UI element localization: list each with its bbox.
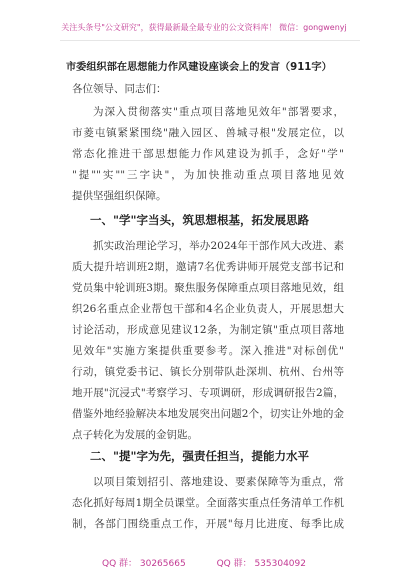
paragraph-line: 态化抓好每周1期全员课堂。全面落实重点任务清单工作机	[72, 497, 344, 509]
paragraph-line: "提""实""三字诀"，为加快推动重点项目落地见效	[72, 169, 344, 181]
paragraph-line: 提供坚强组织保障。	[72, 190, 167, 202]
divider	[60, 40, 360, 41]
promo-banner: 关注头条号"公文研究"，获得最新最全最专业的公文资料库！ 微信：gongwenyj	[61, 23, 347, 32]
paragraph-line: 市菱屯镇紧紧围绕"融入园区、兽城寻根"发展定位，以	[72, 127, 344, 139]
paragraph-line: 制，各部门围绕重点工作，开展"每月比进度、每季比成	[72, 518, 344, 530]
paragraph-line: 地开展"沉浸式"考察学习、专项调研，形成调研报告2篇，	[72, 387, 344, 399]
paragraph-line: 党员集中轮训班3期。聚焦服务保障重点项目落地见效，组	[72, 282, 344, 294]
section-1-paragraph	[72, 236, 344, 446]
paragraph-line: 质大提升培训班2期，邀请7名优秀讲师开展党支部书记和	[72, 261, 344, 273]
paragraph-line: 常态化推进干部思想能力作风建设为抓手，念好"学"	[72, 148, 344, 160]
paragraph-line: 行动，镇党委书记、镇长分别带队赴深圳、杭州、台州等	[72, 366, 344, 378]
paragraph-line: 借鉴外地经验解决本地发展突出问题2个，切实让外地的金	[72, 408, 344, 420]
paragraph-line: 点子转化为发展的金钥匙。	[72, 429, 198, 441]
qq-group-1: QQ 群： 30265665	[101, 559, 186, 569]
footer-contacts	[0, 556, 408, 569]
intro-paragraph	[72, 102, 344, 207]
qq-group-2: QQ 群： 535304092	[216, 559, 306, 569]
document-title: 市委组织部在思想能力作风建设座谈会上的发言（911字）	[66, 62, 332, 73]
section-heading-2: 二、"提"字为先，强责任担当，提能力水平	[90, 449, 309, 463]
section-heading-1: 一、"学"字当头，筑思想根基，拓发展思路	[90, 213, 309, 227]
paragraph-line: 讨论活动，形成意见建议12条，为制定镇"重点项目落地	[72, 324, 344, 336]
paragraph-line: 见效年"实施方案提供重要参考。深入推进"对标创优"	[72, 345, 344, 357]
paragraph-line: 抓实政治理论学习，举办2024年干部作风大改进、素	[93, 240, 344, 252]
paragraph-line: 为深入贯彻落实"重点项目落地见效年"部署要求，	[93, 106, 344, 118]
section-2-paragraph	[72, 472, 344, 535]
paragraph-line: 织26名重点企业帮包干部和4名企业负责人，开展思想大	[72, 303, 344, 315]
salutation: 各位领导、同志们：	[72, 83, 167, 95]
paragraph-line: 以项目策划招引、落地建设、要素保障等为重点，常	[93, 476, 344, 488]
